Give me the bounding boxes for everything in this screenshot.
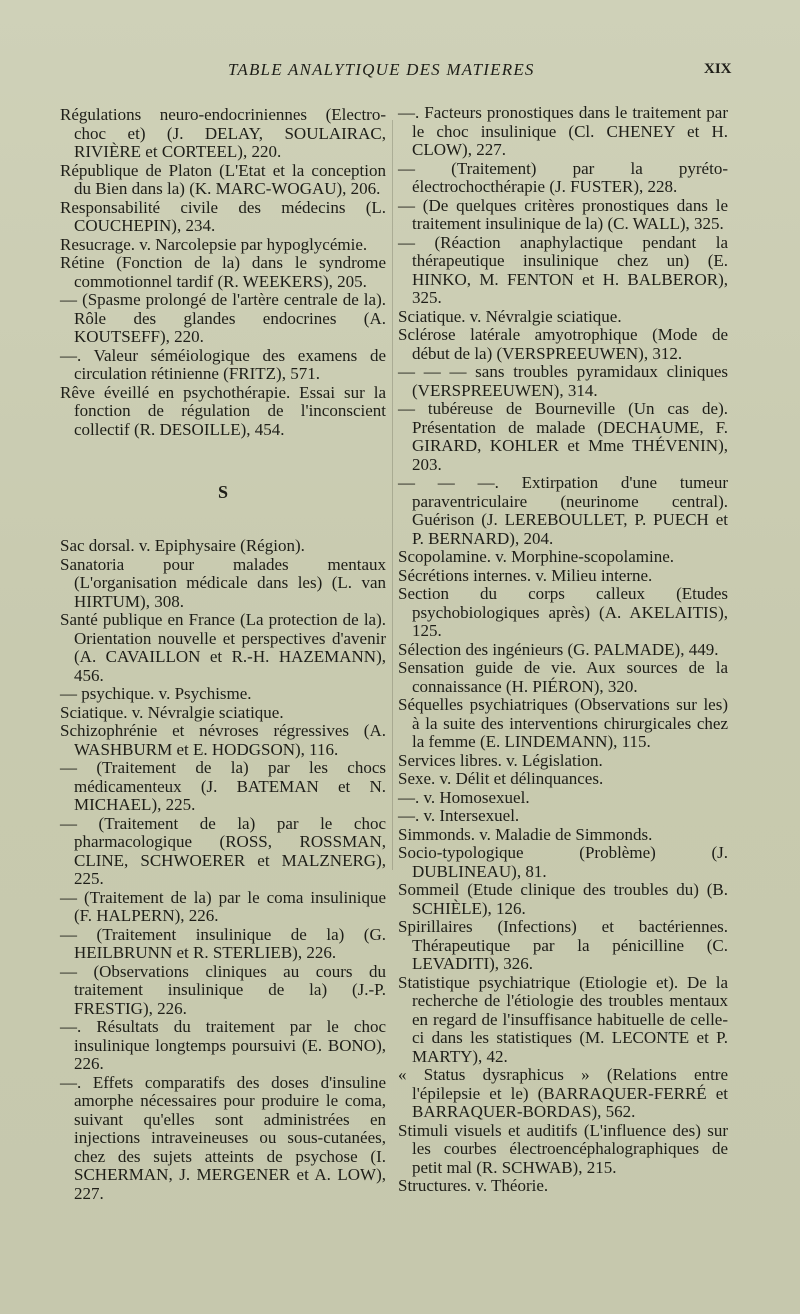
index-entry: Sclérose latérale amyotrophique (Mode de début de la) (VERSPREEUWEN), 312.: [398, 325, 728, 363]
index-entry: Resucrage. v. Narcolepsie par hypoglycémie.: [60, 234, 368, 254]
index-entry: Sciatique. v. Névralgie sciatique.: [398, 306, 622, 326]
column-divider: [392, 120, 393, 870]
index-entry: Régulations neuro-endocriniennes (Electro-choc et) (J. DELAY, SOULAIRAC, RIVIÈRE et CORTEEL), 220.: [60, 105, 386, 161]
index-entry: Sac dorsal. v. Epiphysaire (Région).: [60, 536, 305, 555]
index-entry: —. Facteurs pronostiques dans le traitement par le choc insulinique (Cl. CHENEY et H. CLOW), 227.: [398, 103, 728, 159]
index-entry: Sensation guide de vie. Aux sources de la connaissance (H. PIÉRON), 320.: [398, 658, 728, 696]
index-entry: Structures. v. Théorie.: [398, 1176, 549, 1195]
index-entry: Sélection des ingénieurs (G. PALMADE), 449.: [398, 639, 719, 659]
index-entry: République de Platon (L'Etat et la conception du Bien dans la) (K. MARC-WOGAU), 206.: [60, 160, 386, 198]
index-entry: — (De quelques critères pronostiques dans le traitement insulinique de la) (C. WALL), 325.: [398, 195, 728, 233]
index-entry: « Status dysraphicus » (Relations entre l'épilepsie et le) (BARRAQUER-FERRÉ et BARRAQUER-BORDAS), 562.: [398, 1065, 728, 1121]
index-entry: — (Spasme prolongé de l'artère centrale de la). Rôle des glandes endocrines (A. KOUTSEFF), 220.: [60, 290, 386, 346]
index-entry: Sommeil (Etude clinique des troubles du) (B. SCHIÈLE), 126.: [398, 880, 728, 918]
index-entry: — (Traitement) par la pyréto-électrochocthérapie (J. FUSTER), 228.: [398, 158, 728, 196]
index-entry: Stimuli visuels et auditifs (L'influence des) sur les courbes électroencéphalographiques de petit mal (R. SCHWAB), 215.: [398, 1120, 728, 1177]
index-entry: Scopolamine. v. Morphine-scopolamine.: [398, 547, 675, 566]
index-entry: Sanatoria pour malades mentaux (L'organisation médicale dans les) (L. van HIRTUM), 308.: [60, 554, 386, 611]
index-entry: — (Réaction anaphylactique pendant la thérapeutique insulinique chez un) (E. HINKO, M. FENTON et H. BALBEROR), 325.: [398, 232, 728, 307]
index-entry: — tubéreuse de Bourneville (Un cas de). Présentation de malade (DECHAUME, F. GIRARD, KOHLER et Mme THÉVENIN), 203.: [398, 399, 728, 474]
index-entry: Socio-typologique (Problème) (J. DUBLINEAU), 81.: [398, 843, 728, 881]
index-entry: —. Valeur séméiologique des examens de circulation rétinienne (FRITZ), 571.: [60, 345, 386, 383]
left-column: [60, 106, 386, 1203]
index-entry: —. v. Intersexuel.: [398, 806, 520, 825]
index-entry: Schizophrénie et névroses régressives (A. WASHBURM et E. HODGSON), 116.: [60, 721, 386, 759]
index-entry: —. Effets comparatifs des doses d'insuline amorphe nécessaires pour produire le coma, suivant qu'elles sont administrées en injections intraveineuses ou sous-cutanées, chez des sujets atteints de psychose (I. SCHERMAN, J. MERGENER et A. LOW), 227.: [60, 1072, 386, 1203]
index-entry: Spirillaires (Infections) et bactériennes. Thérapeutique par la pénicilline (C. LEVADITI), 326.: [398, 917, 728, 973]
running-header: [0, 60, 800, 86]
index-entry: —. v. Homosexuel.: [398, 787, 530, 807]
index-entry: Responsabilité civile des médecins (L. COUCHEPIN), 234.: [60, 197, 386, 235]
index-entry: — (Traitement de la) par le coma insulinique (F. HALPERN), 226.: [60, 887, 386, 925]
index-entry: — (Traitement insulinique de la) (G. HEILBRUNN et R. STERLIEB), 226.: [60, 924, 386, 962]
index-entry: Services libres. v. Législation.: [398, 750, 603, 770]
index-entry: — psychique. v. Psychisme.: [60, 684, 252, 703]
index-entry: Sciatique. v. Névralgie sciatique.: [60, 702, 284, 722]
index-entry: Simmonds. v. Maladie de Simmonds.: [398, 824, 653, 844]
index-entry: Section du corps calleux (Etudes psychobiologiques après) (A. AKELAITIS), 125.: [398, 584, 728, 640]
index-entry: Séquelles psychiatriques (Observations sur les) à la suite des interventions chirurgicales chez la femme (E. LINDEMANN), 115.: [398, 695, 728, 751]
index-entry: Sexe. v. Délit et délinquances.: [398, 769, 604, 788]
index-entry: Statistique psychiatrique (Etiologie et). De la recherche de l'étiologie des troubles mentaux en regard de l'insuffisance habituelle de celle-ci dans les statistiques (M. LECONTE et P. MARTY), 42.: [398, 972, 728, 1066]
index-entry: — — — sans troubles pyramidaux cliniques (VERSPREEUWEN), 314.: [398, 362, 728, 400]
index-entry: Sécrétions internes. v. Milieu interne.: [398, 565, 653, 585]
index-entry: —. Résultats du traitement par le choc insulinique longtemps poursuivi (E. BONO), 226.: [60, 1017, 386, 1073]
index-entry: — (Traitement de la) par les chocs médicamenteux (J. BATEMAN et N. MICHAEL), 225.: [60, 758, 386, 814]
page-number: XIX: [704, 61, 732, 77]
index-entry: Rêve éveillé en psychothérapie. Essai sur la fonction de régulation de l'inconscient collectif (R. DESOILLE), 454.: [60, 382, 386, 439]
right-column: [398, 104, 728, 1196]
header-title: TABLE ANALYTIQUE DES MATIERES: [228, 60, 535, 79]
index-entry: — (Observations cliniques au cours du traitement insulinique de la) (J.-P. FRESTIG), 226.: [60, 961, 386, 1018]
index-entry: — — —. Extirpation d'une tumeur paraventriculaire (neurinome central). Guérison (J. LEREBOULLET, P. PUECH et P. BERNARD), 204.: [398, 473, 728, 548]
index-entry: Rétine (Fonction de la) dans le syndrome commotionnel tardif (R. WEEKERS), 205.: [60, 253, 386, 291]
index-entry: — (Traitement de la) par le choc pharmacologique (ROSS, ROSSMAN, CLINE, SCHWOERER et MALZNERG), 225.: [60, 813, 386, 888]
index-entry: Santé publique en France (La protection de la). Orientation nouvelle et perspectives d'avenir (A. CAVAILLON et R.-H. HAZEMANN), 456.: [60, 610, 386, 685]
section-letter: S: [217, 482, 228, 502]
